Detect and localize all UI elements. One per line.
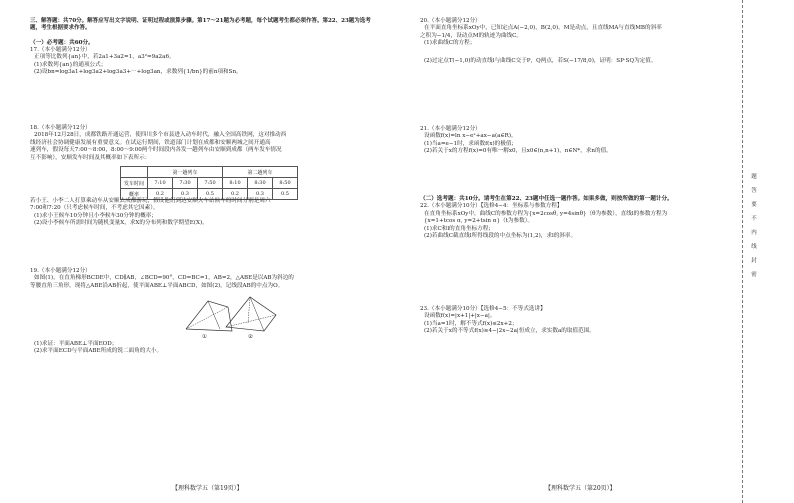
q23-paragraph: 设函数f(x)=|x+1|+|x−a|。 <box>424 313 496 320</box>
q21-title: 21.（本小题满分12分） <box>420 126 481 132</box>
q18-paragraph: 互不影响），安顺发车时间及其概率如下表所示： <box>30 154 151 161</box>
q20-paragraph: 在平面直角坐标系xOy中，已知定点A(−2,0)，B(2,0)，M是动点，且直线MA与直线MB的斜率 <box>424 25 662 32</box>
left-footer: 【理科数学五（第19页）】 <box>172 485 243 492</box>
q18-part2: (2)设小李候车所需时间为随机变量X，求X的分布列和数学期望E(X)。 <box>34 220 208 227</box>
seal-char: 密 <box>751 272 757 278</box>
seal-char: 内 <box>751 230 757 236</box>
q21-paragraph: 设函数f(x)=ln x−eˣ+ax−a(a∈R)。 <box>424 133 517 140</box>
q18-continued <box>30 198 380 228</box>
q20-title: 20.（本小题满分12分） <box>420 18 481 24</box>
q19-parts <box>30 341 380 356</box>
q17-line2: (1)求数列{an}的通项公式； <box>34 61 107 68</box>
departure-table <box>120 166 298 200</box>
q17-line3: (2)设bn=log3a1+log3a2+log3a3+⋯+log3an，求数列{1/bn}的前n项和Sn。 <box>34 69 242 76</box>
q21-part2: (2)若关于x的方程f(x)=0有唯一解x0，且x0∈(n,n+1)，n∈N*，求n的值。 <box>424 148 612 155</box>
q18-paragraph: 速列车，假设每天7:00～8:00，8:00～9:00两个时间段内各发一趟列车由安顺到成都（两车发车情况 <box>30 147 282 154</box>
q20-part2: (2)过定点T(−1,0)的动直线l与曲线C交于P，Q两点，若S(−17/8,0)，证明：SP·SQ为定值。 <box>424 57 657 64</box>
q21-part1: (1)当a=e−1时，求函数f(x)的极值； <box>424 140 518 147</box>
q18-title: 18.（本小题满分12分） <box>30 125 91 131</box>
seal-char: 线 <box>751 244 757 250</box>
q18-paragraph: 7:00和7:20（只考虑候车时间，不考虑其它因素）。 <box>30 205 159 212</box>
solid-outline <box>226 297 276 331</box>
table-cell: 0.2 <box>148 189 173 200</box>
solid-edge <box>248 297 250 323</box>
table-cell-empty <box>121 167 148 178</box>
q23-part1: (1)当a=1时，解不等式f(x)≤2x+2； <box>424 320 518 327</box>
question-21 <box>420 126 612 156</box>
seal-char: 封 <box>751 258 757 264</box>
q19-title: 19.（本小题满分12分） <box>30 268 91 274</box>
table-cell: 7:50 <box>198 178 223 189</box>
q23-title: 23.（本小题满分10分）【选修4−5：不等式选讲】 <box>420 306 546 312</box>
q20-paragraph: 之积为−1/4，设动点M的轨迹为曲线C。 <box>420 32 523 39</box>
question-23 <box>420 306 595 336</box>
table-row <box>121 167 298 178</box>
table-cell: 0.5 <box>198 189 223 200</box>
seal-text <box>749 170 759 282</box>
table-cell: 0.2 <box>223 189 248 200</box>
table-cell: 8:30 <box>248 178 273 189</box>
q19-paragraph: 如图(1)，在直角梯形BCDE中，CD∥AB，∠BCD=90°，CD=BC=1，AB=2，△ABE是以AB为斜边的 <box>34 275 294 282</box>
table-row <box>121 178 298 189</box>
q20-part1: (1)求曲线C的方程； <box>424 40 476 47</box>
question-19 <box>30 268 380 290</box>
table-header-first-train: 第一趟列车 <box>148 167 223 178</box>
table-cell: 7:10 <box>148 178 173 189</box>
q19-part1: (1)求证：平面ABE⊥平面EOD； <box>34 341 118 347</box>
table-cell: 0.3 <box>173 189 198 200</box>
q22-part2: (2)若曲线C截直线l所得线段的中点坐标为(1,2)，求l的斜率。 <box>424 233 577 240</box>
table-cell: 8:50 <box>273 178 298 189</box>
table-cell: 0.3 <box>248 189 273 200</box>
optional-section <box>420 196 673 240</box>
optional-header: （二）选考题：共10分。请考生在第22、23题中任选一题作答。如果多做，则按所做的第一题计分。 <box>420 196 673 202</box>
q23-part2: (2)若关于x的不等式f(x)≥4−|2x−2a|恒成立，求实数a的取值范围。 <box>424 328 595 335</box>
question-20 <box>420 18 662 65</box>
table-cell: 7:30 <box>173 178 198 189</box>
seal-char: 答 <box>751 188 757 194</box>
right-footer: 【理科数学五（第20页）】 <box>545 485 616 492</box>
seal-char: 不 <box>751 216 757 222</box>
figure-folded-solid <box>220 293 282 339</box>
question-18 <box>30 125 286 162</box>
table-row-label: 发车时间 <box>121 178 148 189</box>
q18-paragraph: 2018年12月28日，成都铁路开通运营，使四川多个市县进入动车时代，融入全国高铁网，这对推动西 <box>34 132 287 139</box>
seal-line <box>742 0 744 503</box>
q22-paragraph: {x=1+tcos α, y=2+tsin α}（t为参数）。 <box>424 218 534 225</box>
q22-title: 22.（本小题满分10分）【选修4−4：坐标系与参数方程】 <box>420 203 563 210</box>
q19-paragraph: 等腰直角三角形，现将△ABE沿AB折起，使平面ABE⊥平面ABCD，如图(2)，记线段AB的中点为O。 <box>30 282 284 289</box>
seal-char: 题 <box>751 174 757 180</box>
q18-paragraph: 若小王、小李二人打算乘动车从安顺去成都游玩，假设他们到达安顺火车站候车的时间分别是周六 <box>30 198 271 204</box>
q17-title: 17.（本小题满分12分） <box>30 47 91 53</box>
table-header-second-train: 第二趟列车 <box>223 167 298 178</box>
question-17 <box>30 47 242 77</box>
table-cell: 8:10 <box>223 178 248 189</box>
compulsory-header: （一）必考题：共60分。 <box>30 40 94 46</box>
figure-label-1: ① <box>202 334 207 340</box>
q22-part1: (1)求C和l的直角坐标方程； <box>424 225 494 232</box>
q17-line1: 正项等比数列{an}中，若2a1+3a2=1，a3²=9a2a6。 <box>34 54 175 61</box>
table-row-label: 概率 <box>121 189 148 200</box>
q22-paragraph: 在直角坐标系xOy中，曲线C的参数方程为{x=2cosθ, y=4sinθ}（θ为参数），直线l的参数方程为 <box>424 210 668 217</box>
trapezoid-diagonal <box>208 301 220 329</box>
q18-part1: (1)求小王候车10分钟且小李候车30分钟的概率； <box>34 212 157 219</box>
section3-header: 三、解答题：共70分。解答应写出文字说明、证明过程或演算步骤。第17～21题为必考题，每个试题考生都必须作答。第22、23题为选考题，考生根据要求作答。 <box>30 18 371 32</box>
q18-paragraph: 线经济社会协调健康发展有重要意义。在试运行期间，铁道部门计划在成都和安顺两城之间开通高 <box>30 139 271 146</box>
seal-char: 要 <box>751 202 757 208</box>
table-cell: 0.5 <box>273 189 298 200</box>
q19-part2: (2)求平面ECD与平面ABE所成的锐二面角的大小。 <box>34 348 163 355</box>
figure-label-2: ② <box>248 334 253 340</box>
